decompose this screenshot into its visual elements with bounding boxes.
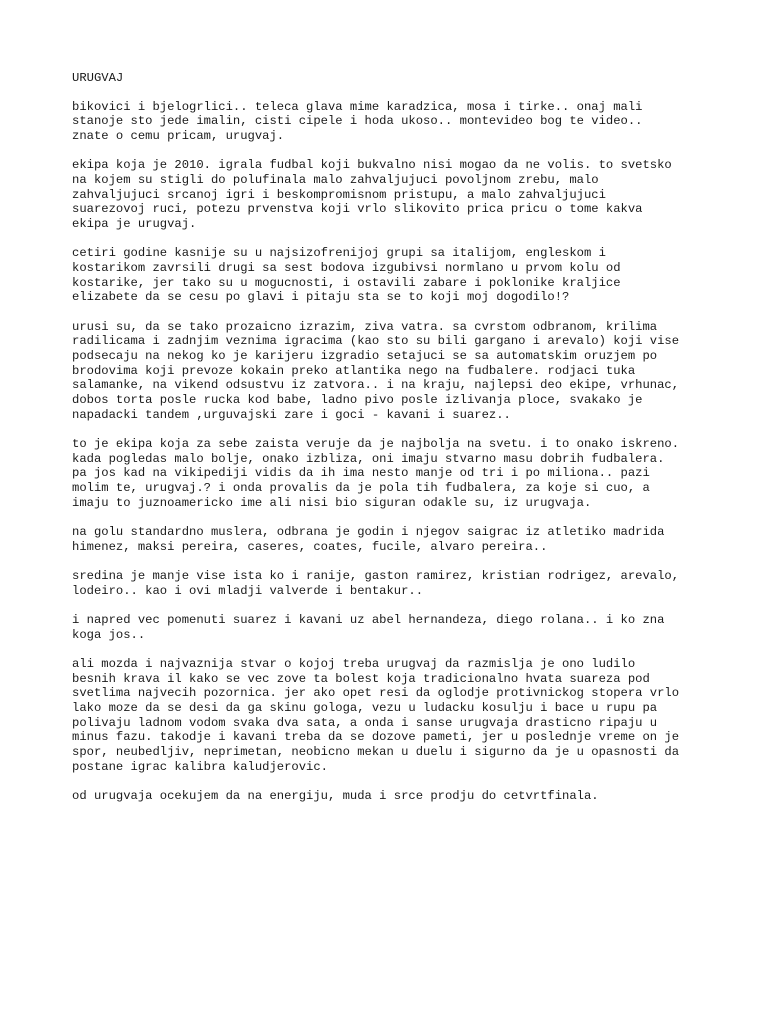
text-line: ali mozda i najvaznija stvar o kojoj treba urugvaj da razmislja je ono ludilo — [72, 656, 636, 671]
text-line: salamanke, na vikend odsustvu iz zatvora.. i na kraju, najlepsi deo ekipe, vrhunac, — [72, 378, 680, 393]
text-line: dobos torta posle rucka kod babe, ladno pivo posle izlivanja ploce, svakako je — [72, 393, 643, 408]
text-line: postane igrac kalibra kaludjerovic. — [72, 759, 328, 774]
text-line: to je ekipa koja za sebe zaista veruje da je najbolja na svetu. i to onako iskreno. — [72, 437, 680, 452]
paragraph — [72, 525, 732, 554]
text-line: zahvaljujuci srcanoj igri i beskompromisnom pristupu, a malo zahvaljujuci — [72, 187, 606, 202]
paragraph — [72, 613, 732, 642]
text-line: kostarike, jer tako su u mogucnosti, i ostavili zabare i poklonike kraljice — [72, 275, 621, 290]
text-line: ekipa koja je 2010. igrala fudbal koji bukvalno nisi mogao da ne volis. to svetsko — [72, 158, 672, 173]
text-line: himenez, maksi pereira, caseres, coates, fucile, alvaro pereira.. — [72, 539, 548, 554]
text-line: na kojem su stigli do polufinala malo zahvaljujuci povoljnom zrebu, malo — [72, 173, 599, 188]
text-line: minus fazu. takodje i kavani treba da se dozove pameti, jer u poslednje vreme on je — [72, 730, 680, 745]
text-line: svetlima najvecih pozornica. jer ako opet resi da oglodje protivnickog stopera vrlo — [72, 686, 680, 701]
text-line: stanoje sto jede imalin, cisti cipele i hoda ukoso.. montevideo bog te video.. — [72, 114, 643, 129]
text-line: kostarikom zavrsili drugi sa sest bodova izgubivsi normlano u prvom kolu od — [72, 261, 621, 276]
text-line: na golu standardno muslera, odbrana je godin i njegov saigrac iz atletiko madrida — [72, 525, 665, 540]
text-line: podsecaju na nekog ko je karijeru izgradio setajuci se sa automatskim oruzjem po — [72, 349, 658, 364]
text-line: besnih krava il kako se vec zove ta bolest koja tradicionalno hvata suareza pod — [72, 671, 650, 686]
text-line: elizabete da se cesu po glavi i pitaju sta se to koji moj dogodilo!? — [72, 290, 570, 305]
paragraph — [72, 158, 732, 232]
text-line: bikovici i bjelogrlici.. teleca glava mime karadzica, mosa i tirke.. onaj mali — [72, 99, 643, 114]
paragraph — [72, 657, 732, 775]
text-line: radilicama i zadnjim veznima igracima (kao sto su bili gargano i arevalo) koji vise — [72, 334, 680, 349]
document-body — [72, 100, 732, 804]
paragraph — [72, 569, 732, 598]
text-line: napadacki tandem ,urguvajski zare i goci - kavani i suarez.. — [72, 407, 511, 422]
text-line: ekipa je urugvaj. — [72, 217, 197, 232]
text-line: molim te, urugvaj.? i onda provalis da je pola tih fudbalera, za koje si cuo, a — [72, 481, 650, 496]
text-line: cetiri godine kasnije su u najsizofrenijoj grupi sa italijom, engleskom i — [72, 246, 606, 261]
text-line: spor, neubedljiv, neprimetan, neobicno mekan u duelu i sigurno da je u opasnosti da — [72, 745, 680, 760]
text-line: imaju to juznoamericko ime ali nisi bio siguran odakle su, iz urugvaja. — [72, 495, 592, 510]
text-line: suarezovoj ruci, potezu prvenstva koji vrlo slikovito prica pricu o tome kakva — [72, 202, 643, 217]
text-line: polivaju ladnom vodom svaka dva sata, a onda i sanse urugvaja drasticno ripaju u — [72, 715, 658, 730]
text-line: od urugvaja ocekujem da na energiju, muda i srce prodju do cetvrtfinala. — [72, 788, 599, 803]
text-line: lodeiro.. kao i ovi mladji valverde i bentakur.. — [72, 583, 424, 598]
paragraph — [72, 246, 732, 305]
text-line: urusi su, da se tako prozaicno izrazim, ziva vatra. sa cvrstom odbranom, krilima — [72, 319, 658, 334]
paragraph — [72, 437, 732, 511]
document-title: URUGVAJ — [72, 71, 124, 85]
text-line: pa jos kad na vikipediji vidis da ih ima nesto manje od tri i po miliona.. pazi — [72, 466, 650, 481]
text-line: koga jos.. — [72, 627, 146, 642]
text-line: kada pogledas malo bolje, onako izbliza, oni imaju stvarno masu dobrih fudbalera. — [72, 451, 665, 466]
paragraph — [72, 320, 732, 423]
text-line: i napred vec pomenuti suarez i kavani uz abel hernandeza, diego rolana.. i ko zna — [72, 612, 665, 627]
text-line: znate o cemu pricam, urugvaj. — [72, 129, 285, 144]
text-line: brodovima koji prevoze kokain preko atlantika nego na fudbalere. rodjaci tuka — [72, 363, 636, 378]
text-line: sredina je manje vise ista ko i ranije, gaston ramirez, kristian rodrigez, arevalo, — [72, 568, 680, 583]
document-page — [72, 71, 732, 818]
text-line: lako moze da se desi da ga skinu gologa, vezu u ludacku kosulju i bace u rupu pa — [72, 700, 658, 715]
paragraph — [72, 100, 732, 144]
paragraph — [72, 789, 732, 804]
